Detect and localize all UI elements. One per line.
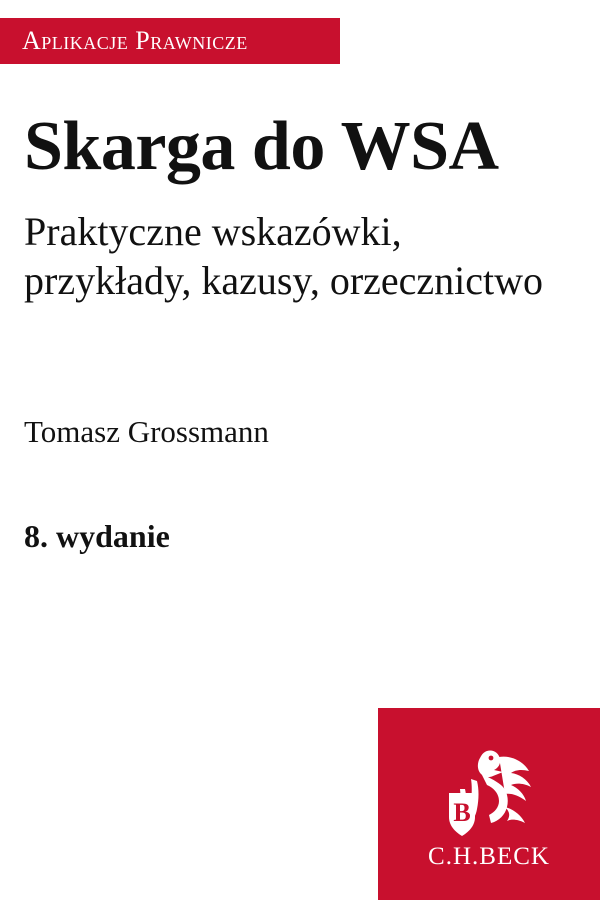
edition-label: 8. wydanie — [24, 518, 170, 554]
publisher-block — [378, 708, 600, 900]
page-title: Skarga do WSA — [24, 108, 499, 185]
svg-text:B: B — [453, 798, 471, 827]
author-name: Tomasz Grossmann — [24, 414, 269, 449]
subtitle-line-2: przykłady, kazusy, orzecznictwo — [24, 257, 544, 303]
publisher-name: C.H.BECK — [428, 843, 550, 870]
title-block — [24, 108, 580, 306]
griffin-shield-icon — [441, 737, 537, 841]
series-banner — [0, 18, 340, 64]
series-banner-label: Aplikacje Prawnicze — [22, 26, 248, 55]
subtitle-line-1: Praktyczne wskazówki, — [24, 209, 402, 254]
subtitle — [24, 208, 580, 306]
